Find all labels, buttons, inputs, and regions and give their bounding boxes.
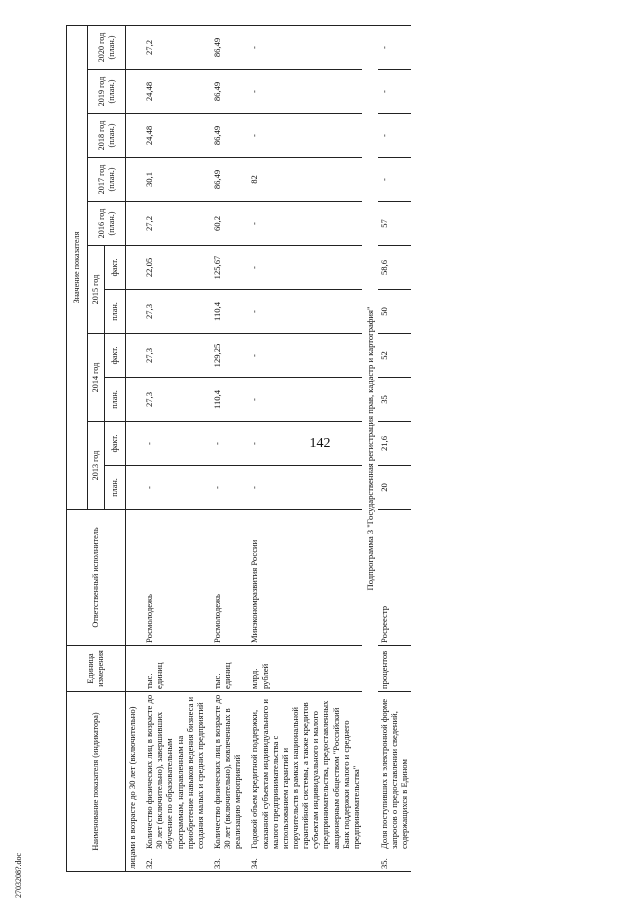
header-fact-2015: факт. [105, 246, 126, 290]
value-cell: 86,49 [206, 114, 243, 158]
row-number: 35. [379, 858, 390, 869]
value-cell: 86,49 [206, 158, 243, 202]
value-cell: - [138, 422, 206, 466]
value-cell: 20 [378, 466, 410, 510]
header-fact-2014: факт. [105, 334, 126, 378]
value-cell: - [243, 378, 362, 422]
header-year-2017: 2017 год (план.) [88, 158, 126, 202]
indicator-name-cell [243, 692, 362, 872]
value-cell: 110,4 [206, 290, 243, 334]
continuation-text: лицами в возрасте до 30 лет (включительно) [126, 692, 139, 872]
indicator-name-cell [138, 692, 206, 872]
responsible-cell: Росмолодежь [206, 510, 243, 646]
header-year-2018: 2018 год (план.) [88, 114, 126, 158]
unit-cell: тыс. единиц [206, 646, 243, 692]
value-cell: - [243, 466, 362, 510]
value-cell: - [243, 290, 362, 334]
value-cell: 35 [378, 378, 410, 422]
header-plan-2015: план. [105, 290, 126, 334]
value-cell: - [243, 70, 362, 114]
value-cell: 129,25 [206, 334, 243, 378]
header-indicator-value: Значение показателя [67, 25, 88, 509]
value-cell: 52 [378, 334, 410, 378]
table-row [138, 25, 206, 871]
value-cell: 27,2 [138, 25, 206, 69]
value-cell: - [378, 70, 410, 114]
subprogram-title: Подпрограмма 3 "Государственная регистрация прав, кадастр и картография" [362, 25, 378, 871]
indicator-name-cell [378, 692, 410, 872]
responsible-cell: Росмолодежь [138, 510, 206, 646]
table-header [67, 25, 126, 871]
unit-cell: млрд. рублей [243, 646, 362, 692]
value-cell: 27,3 [138, 334, 206, 378]
header-plan-2013: план. [105, 466, 126, 510]
value-cell: 24,48 [138, 114, 206, 158]
table-row [243, 25, 362, 871]
value-cell: 27,3 [138, 378, 206, 422]
value-cell: - [243, 202, 362, 246]
header-year-2015: 2015 год [88, 246, 105, 334]
header-year-2020: 2020 год (план.) [88, 25, 126, 69]
value-cell: 125,67 [206, 246, 243, 290]
value-cell: - [138, 466, 206, 510]
indicator-table [66, 25, 411, 872]
indicator-name: Доля поступивших в электронной форме запросов о предоставлении сведений, содержащихся в Едином [379, 698, 410, 849]
value-cell: - [378, 25, 410, 69]
value-cell: 57 [378, 202, 410, 246]
value-cell: - [243, 25, 362, 69]
responsible-cell: Росреестр [378, 510, 410, 646]
indicator-name-cell [206, 692, 243, 872]
indicator-name: Количество физических лиц в возрасте до 30 лет (включительно), вовлеченных в реализацию мероприятий [211, 694, 243, 849]
header-responsible: Ответственный исполнитель [67, 510, 126, 646]
indicator-name: Годовой объем кредитной поддержки, оказанной субъектам индивидуального и малого предпринимательства с использованием гарантий и поручительств в рамках национальной гарантийной системы, а также кредитов субъектам индивидуального и малого предпринимательства, предоставленных акционерным обществом "Российский Банк поддержки малого и среднего предпринимательства" [249, 699, 361, 849]
value-cell: 27,3 [138, 290, 206, 334]
value-cell: 110,4 [206, 378, 243, 422]
value-cell: - [243, 246, 362, 290]
value-cell: - [243, 334, 362, 378]
value-cell: 82 [243, 158, 362, 202]
unit-cell: тыс. единиц [138, 646, 206, 692]
table-row [126, 25, 139, 871]
header-unit: Единица измерения [67, 646, 126, 692]
unit-cell: процентов [378, 646, 410, 692]
value-cell: 86,49 [206, 70, 243, 114]
value-cell: 58,6 [378, 246, 410, 290]
value-cell: 24,48 [138, 70, 206, 114]
indicator-table-container [66, 26, 610, 872]
value-cell: 86,49 [206, 25, 243, 69]
value-cell: - [206, 422, 243, 466]
header-year-2019: 2019 год (план.) [88, 70, 126, 114]
value-cell: - [378, 158, 410, 202]
document-code: 2703208?.doc [14, 852, 23, 898]
table-row [206, 25, 243, 871]
indicator-name: Количество физических лиц в возрасте до 30 лет (включительно), завершивших обучение по образовательным программам, направленным на приобретение навыков ведения бизнеса и создания малых и средних предприятий [144, 694, 205, 849]
value-cell: 50 [378, 290, 410, 334]
value-cell: - [243, 422, 362, 466]
header-indicator-name: Наименование показателя (индикатора) [67, 692, 126, 872]
value-cell: 22,05 [138, 246, 206, 290]
header-year-2016: 2016 год (план.) [88, 202, 126, 246]
header-year-2014: 2014 год [88, 334, 105, 422]
header-fact-2013: факт. [105, 422, 126, 466]
value-cell: 21,6 [378, 422, 410, 466]
row-number: 34. [249, 858, 260, 869]
value-cell: 60,2 [206, 202, 243, 246]
subprogram-row [362, 25, 378, 871]
header-year-2013: 2013 год [88, 422, 105, 510]
row-number: 32. [144, 858, 155, 869]
header-plan-2014: план. [105, 378, 126, 422]
page-number: 142 [309, 436, 331, 451]
value-cell: - [243, 114, 362, 158]
responsible-cell: Минэкономразвития России [243, 510, 362, 646]
row-number: 33. [211, 858, 222, 869]
value-cell: - [378, 114, 410, 158]
value-cell: - [206, 466, 243, 510]
value-cell: 27,2 [138, 202, 206, 246]
value-cell: 30,1 [138, 158, 206, 202]
table-row [378, 25, 410, 871]
